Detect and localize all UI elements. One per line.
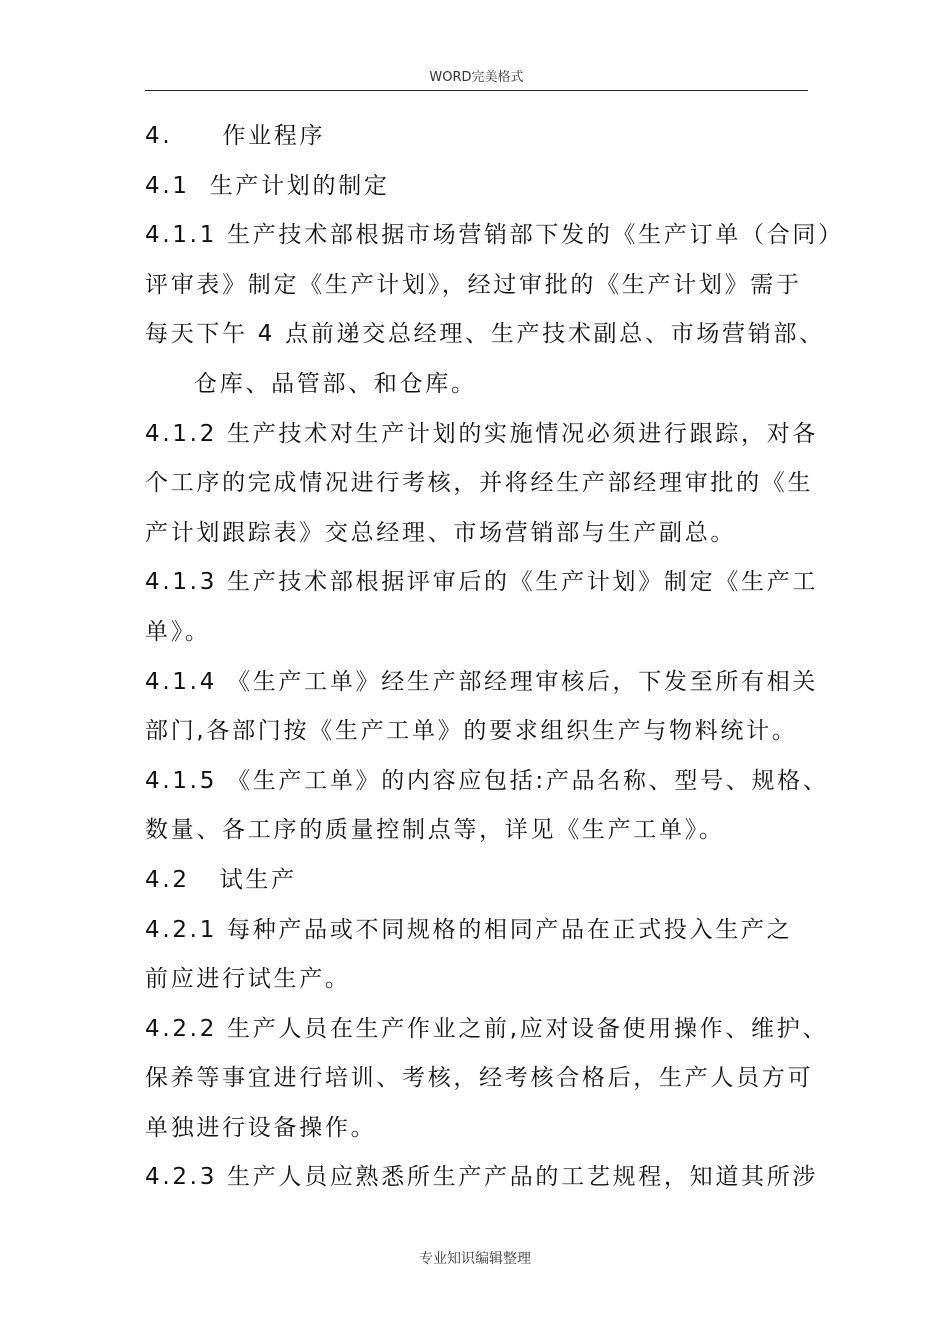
paragraph-line: 保养等事宜进行培训、考核，经考核合格后，生产人员方可 <box>145 1065 814 1092</box>
paragraph-line: 个工序的完成情况进行考核，并将经生产部经理审批的《生 <box>145 470 814 497</box>
page-header <box>145 68 808 91</box>
paragraph-line: 4.1.2 生产技术对生产计划的实施情况必须进行跟踪，对各 <box>145 420 819 447</box>
section-heading-4: 4. 作业程序 <box>145 123 326 149</box>
paragraph-line: 单》。 <box>145 618 211 645</box>
paragraph-line: 前应进行试生产。 <box>145 966 351 993</box>
paragraph-line: 评审表》制定《生产计划》，经过审批的《生产计划》需于 <box>145 271 802 298</box>
section-heading-4-1: 4.1 生产计划的制定 <box>145 172 390 199</box>
paragraph-line: 4.1.4 《生产工单》经生产部经理审核后，下发至所有相关 <box>145 668 819 695</box>
header-text: WORD完美格式 <box>429 70 524 85</box>
paragraph-line: 数量、各工序的质量控制点等，详见《生产工单》。 <box>145 817 725 844</box>
footer-text: 专业知识编辑整理 <box>419 1251 531 1267</box>
section-heading-4-2: 4.2 试生产 <box>145 866 297 893</box>
paragraph-line: 4.2.3 生产人员应熟悉所生产产品的工艺规程，知道其所涉 <box>145 1164 819 1191</box>
paragraph-line: 4.2.2 生产人员在生产作业之前,应对设备使用操作、维护、 <box>145 1015 829 1042</box>
paragraph-line: 仓库、品管部、和仓库。 <box>194 370 477 397</box>
paragraph-line: 4.1.5 《生产工单》的内容应包括:产品名称、型号、规格、 <box>145 767 829 794</box>
paragraph-line: 部门,各部门按《生产工单》的要求组织生产与物料统计。 <box>145 718 798 745</box>
paragraph-line: 4.1.1 生产技术部根据市场营销部下发的《生产订单（合同） <box>145 222 844 249</box>
paragraph-line: 单独进行设备操作。 <box>145 1114 377 1141</box>
paragraph-line: 4.1.3 生产技术部根据评审后的《生产计划》制定《生产工 <box>145 569 819 596</box>
page-footer <box>0 1248 950 1268</box>
paragraph-line: 每天下午 4 点前递交总经理、生产技术副总、市场营销部、 <box>145 321 825 348</box>
paragraph-line: 4.2.1 每种产品或不同规格的相同产品在正式投入生产之 <box>145 916 793 943</box>
document-body <box>145 112 844 1203</box>
paragraph-line: 产计划跟踪表》交总经理、市场营销部与生产副总。 <box>145 519 737 546</box>
